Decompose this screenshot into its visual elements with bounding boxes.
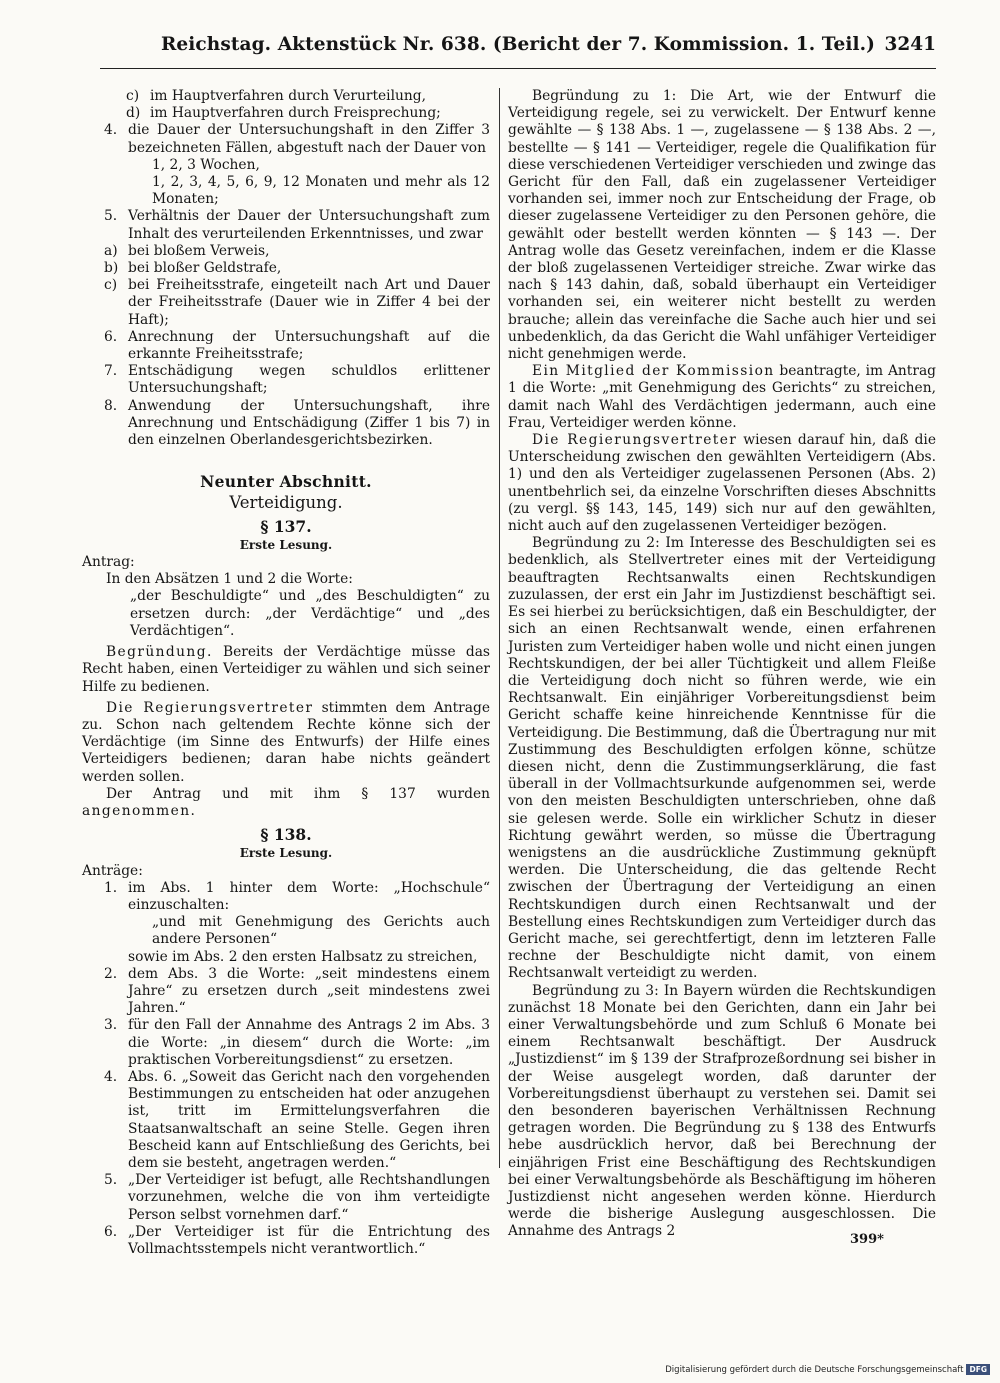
- reading-label: Erste Lesung.: [239, 537, 333, 552]
- list-item: 5. „Der Verteidiger ist befugt, alle Rechtshandlungen vorzunehmen, welche die von ihm verteidigte Person selbst vornehmen darf.“: [104, 1172, 490, 1223]
- list-subline: 1, 2, 3, 4, 5, 6, 9, 12 Monaten und mehr als 12 Monaten;: [152, 174, 490, 208]
- antrag-quote: „und mit Genehmigung des Gerichts auch andere Personen“: [152, 914, 490, 948]
- begruendung-2-paragraph: Begründung zu 2: Im Interesse des Beschuldigten sei es bedenklich, als Stellvertreter eines mit der Verteidigung beauftragten Rechtsanwalts einen Rechtskundigen zuzulassen, der erst ein Jahr im Justizdienst beschäftigt sei. Es sei hierbei zu berücksichtigen, daß ein Beschuldigter, der sich an einen Rechtsanwalt wende, einen erfahrenen Juristen zum Verteidiger haben wolle und nicht einen jungen Rechtskundigen, der bei aller Tüchtigkeit und allem Fleiße die Verteidigung doch nicht so führen werde, wie ein Rechtsanwalt. Ein einjähriger Vorbereitungsdienst beim Gericht schaffe keine hinreichende Kenntnisse für die Verteidigung. Die Bestimmung, daß die Übertragung nur mit Zustimmung des Beschuldigten erfolgen könne, schütze diesen nicht, denn die Zustimmungserklärung, die fast überall in der Vollmachtsurkunde aufgenommen sei, werde von den meisten Beschuldigten unterschrieben, ohne daß sie gelesen werde. Solle ein wirklicher Schutz in dieser Richtung gewährt werden, so müsse die Übertragung wenigstens an die ausdrückliche Zustimmung geknüpft werden. Die Unterscheidung, die das geltende Recht zwischen der Übertragung der Verteidigung an einen Rechtskundigen durch einen Rechtsanwalt und der Bestellung eines Rechtskundigen zum Verteidiger durch das Gericht mache, sei gerechtfertigt, denn im letzteren Falle rechne der Beschuldigte nicht damit, von einem Rechtsanwalt verteidigt zu werden.: [508, 535, 936, 982]
- list-item: 1. im Abs. 1 hinter dem Worte: „Hochschule“ einzuschalten:: [104, 879, 490, 913]
- antrag-text: In den Absätzen 1 und 2 die Worte:: [106, 571, 353, 588]
- list-item: 4. die Dauer der Untersuchungshaft in den Ziffer 3 bezeichneten Fällen, abgestuft nach der Dauer von: [104, 122, 490, 156]
- list-item: 8. Anwendung der Untersuchungshaft, ihre Anrechnung und Entschädigung (Ziffer 1 bis 7) in den einzelnen Oberlandesgerichtsbezirken.: [104, 397, 490, 449]
- list-item: c) bei Freiheitsstrafe, eingeteilt nach Art und Dauer der Freiheitsstrafe (Dauer wie in Ziffer 4 bei der Haft);: [104, 277, 490, 328]
- list-item: b) bei bloßer Geldstrafe,: [104, 260, 282, 277]
- signature-mark: 399*: [850, 1232, 884, 1247]
- dfg-logo: DFG: [966, 1364, 990, 1375]
- list-item: 6. „Der Verteidiger ist für die Entrichtung des Vollmachtsstempels nicht verantwortlich.“: [104, 1223, 490, 1257]
- section-subtitle: Verteidigung.: [229, 493, 343, 513]
- page-header: [100, 34, 936, 69]
- list-item: 6. Anrechnung der Untersuchungshaft auf die erkannte Freiheitsstrafe;: [104, 328, 490, 363]
- header-title: Reichstag. Aktenstück Nr. 638. (Bericht der 7. Kommission. 1. Teil.): [160, 34, 876, 55]
- list-subline: 1, 2, 3 Wochen,: [152, 156, 260, 173]
- paragraph-137-title: § 137.: [260, 516, 312, 536]
- regierung-paragraph: Die Regierungsvertreter wiesen darauf hin, daß die Unterscheidung zwischen den gewählten Verteidigern (Abs. 1) und den als Verteidiger zugelassenen Personen (Abs. 2) unentbehrlich sei, da einzelne Vorschriften dieses Abschnitts (zu vergl. §§ 143, 145, 149) sich nur auf den gewählten, nicht auch auf den zugelassenen Verteidiger bezögen.: [508, 432, 936, 535]
- section-title: Neunter Abschnitt.: [200, 472, 372, 492]
- paragraph-138-title: § 138.: [260, 825, 312, 845]
- antrag-label: Antrag:: [82, 554, 135, 571]
- kommission-paragraph: Ein Mitglied der Kommission beantragte, im Antrag 1 die Worte: „mit Genehmigung des Gerichts“ zu streichen, damit nach Wahl des Verdächtigen jedermann, auch eine Frau, Verteidiger werden könne.: [508, 363, 936, 431]
- footer: [665, 1364, 990, 1375]
- list-item: 7. Entschädigung wegen schuldlos erlittener Untersuchungshaft;: [104, 363, 490, 397]
- left-column: [82, 88, 490, 1257]
- regierung-paragraph: Die Regierungsvertreter stimmten dem Antrage zu. Schon nach geltendem Rechte könne sich der Verdächtige (im Sinne des Entwurfs) der Hilfe eines Verteidigers bedienen; daran habe nichts geändert werden sollen.: [82, 699, 490, 785]
- reading-label: Erste Lesung.: [239, 846, 333, 861]
- footer-text: Digitalisierung gefördert durch die Deutsche Forschungsgemeinschaft: [665, 1364, 964, 1375]
- list-continuation: sowie im Abs. 2 den ersten Halbsatz zu streichen,: [128, 948, 478, 965]
- list-item: 3. für den Fall der Annahme des Antrags 2 im Abs. 3 die Worte: „in diesem“ durch die Worte: „im praktischen Vorbereitungsdienst“ zu ersetzen.: [104, 1017, 490, 1068]
- list-item: 4. Abs. 6. „Soweit das Gericht nach den vorgehenden Bestimmungen zu entscheiden hat oder anzugehen ist, tritt im Ermittelungsverfahren die Staatsanwaltschaft an seine Stelle. Gegen ihren Bescheid kann auf Entschließung des Gerichts, bei dem sie besteht, angetragen werden.“: [104, 1068, 490, 1171]
- list-item: 5. Verhältnis der Dauer der Untersuchungshaft zum Inhalt des verurteilenden Erkenntnisses, und zwar: [104, 208, 490, 242]
- begruendung-1-paragraph: Begründung zu 1: Die Art, wie der Entwurf die Verteidigung regele, sei zu verwickelt. Der Entwurf kenne gewählte — § 138 Abs. 1 —, zugelassene — § 138 Abs. 2 —, bestellte — § 141 — Verteidiger, regele die Qualifikation für diese verschiedenen Verteidiger verschieden und zwinge das Gericht für den Fall, daß ein zugelassener Verteidiger vorhanden sei, immer noch zur Entscheidung der Frage, ob dieser zugelassene Verteidiger zu den Personen gehöre, die gewählt oder bestellt werden könnten — § 143 —. Der Antrag wolle das Gesetz vereinfachen, indem er die Klasse der bloß zugelassenen Verteidiger streiche. Zwar wirke das nach § 143 dahin, daß, sobald überhaupt ein Verteidiger vorhanden sei, ein weiterer nicht bestellt zu werden brauche; allein das vereinfache die Sache auch hier und sei unbedenklich, da das Gericht die Wahl unfähiger Verteidiger nicht genehmigen werde.: [508, 88, 937, 363]
- list-item: a) bei bloßem Verweis,: [104, 242, 270, 259]
- result-paragraph: Der Antrag und mit ihm § 137 wurden angenommen.: [82, 785, 490, 819]
- column-divider: [499, 88, 500, 1168]
- begruendung-paragraph: Begründung. Bereits der Verdächtige müsse das Recht haben, einen Verteidiger zu wählen und sich seiner Hilfe zu bedienen.: [82, 644, 490, 695]
- begruendung-3-paragraph: Begründung zu 3: In Bayern würden die Rechtskundigen zunächst 18 Monate bei den Gerichten, dann ein Jahr bei einer Verwaltungsbehörde und zum Schluß 6 Monate bei einem Rechtsanwalt beschäftigt. Der Ausdruck „Justizdienst“ im § 139 der Strafprozeßordnung sei bisher in der Weise ausgelegt worden, daß darunter der Vorbereitungsdienst überhaupt zu verstehen sei. Damit sei den besonderen bayerischen Verhältnissen Rechnung getragen worden. Die Begründung zu § 138 des Entwurfs hebe ausdrücklich hervor, daß bei Berechnung der einjährigen Frist eine Beschäftigung des Rechtskundigen bei einer Verwaltungsbehörde als Beschäftigung im höheren Justizdienst nicht angesehen werden könne. Hierdurch werde die bisherige Auslegung ausgeschlossen. Die Annahme des Antrags 2: [508, 982, 937, 1240]
- antraege-label: Anträge:: [82, 862, 143, 879]
- list-item: d) im Hauptverfahren durch Freisprechung;: [126, 105, 441, 122]
- list-item: c) im Hauptverfahren durch Verurteilung,: [126, 88, 426, 104]
- list-item: 2. dem Abs. 3 die Worte: „seit mindestens einem Jahre“ zu ersetzen durch „seit mindestens zwei Jahren.“: [104, 965, 490, 1017]
- page-number: 3241: [884, 34, 936, 55]
- antrag-quote: „der Beschuldigte“ und „des Beschuldigten“ zu ersetzen durch: „der Verdächtige“ und „des Verdächtigen“.: [130, 588, 490, 639]
